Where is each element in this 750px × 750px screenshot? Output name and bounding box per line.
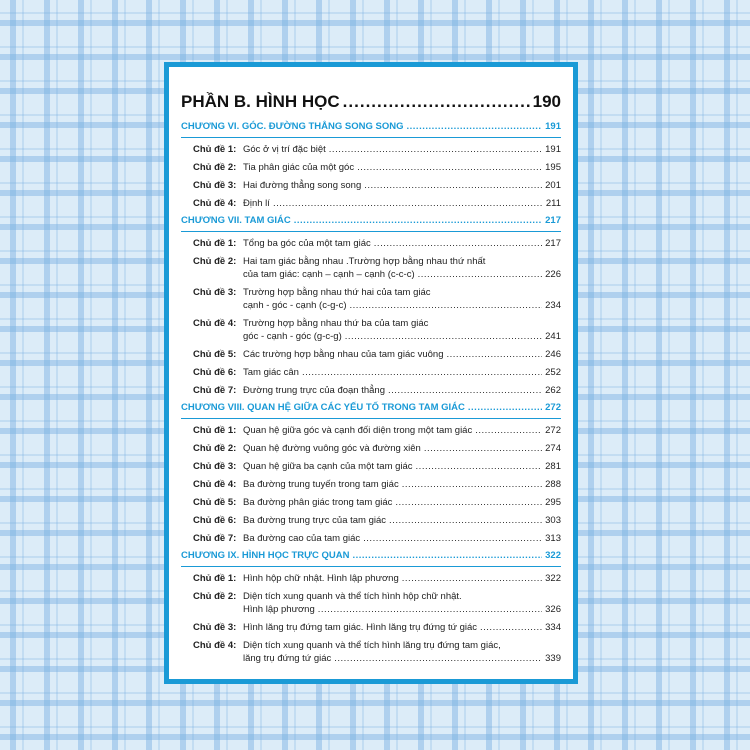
- part-page: 190: [532, 92, 561, 111]
- topic-line: [243, 460, 561, 473]
- topic-text: Quan hệ giữa ba cạnh của một tam giác: [243, 461, 413, 472]
- topic-entry: [193, 478, 561, 491]
- topic-body: [243, 366, 561, 379]
- topic-body: [243, 317, 561, 343]
- topic-text: lăng trụ đứng tứ giác: [243, 653, 332, 664]
- topic-line: [243, 590, 561, 603]
- topic-page: 262: [545, 385, 561, 396]
- topic-body: [243, 143, 561, 156]
- dot-leader: [294, 215, 542, 226]
- topic-text: Quan hệ đường vuông góc và đường xiên: [243, 443, 421, 454]
- dot-leader: [402, 478, 542, 491]
- topic-line: [243, 442, 561, 455]
- topic-page: 334: [545, 622, 561, 633]
- table-of-contents: [181, 92, 561, 670]
- dot-leader: [418, 268, 543, 281]
- dot-leader: [395, 496, 542, 509]
- dot-leader: [334, 652, 542, 665]
- topic-entry: [193, 621, 561, 634]
- topic-page: 241: [545, 331, 561, 342]
- topic-label: Chủ đề 3:: [193, 622, 237, 633]
- topic-text: Góc ở vị trí đặc biệt: [243, 144, 326, 155]
- topic-line: [243, 639, 561, 652]
- topic-line: [243, 366, 561, 379]
- topic-entry: [193, 197, 561, 210]
- topic-text: Định lí: [243, 198, 270, 209]
- topic-text: Hai tam giác bằng nhau .Trường hợp bằng nhau thứ nhất: [243, 256, 486, 267]
- topic-line: [243, 255, 561, 268]
- topic-label: Chủ đề 5:: [193, 349, 237, 360]
- dot-leader: [273, 197, 543, 210]
- chapter-heading: [181, 215, 561, 232]
- topic-line: [243, 161, 561, 174]
- chapter-title: CHƯƠNG VII. TAM GIÁC: [181, 215, 291, 226]
- topic-label: Chủ đề 2:: [193, 162, 237, 173]
- topic-entry: [193, 442, 561, 455]
- dot-leader: [416, 460, 543, 473]
- topic-page: 303: [545, 515, 561, 526]
- topic-text: góc - cạnh - góc (g-c-g): [243, 331, 342, 342]
- topic-text: Quan hệ giữa góc và cạnh đối diện trong một tam giác: [243, 425, 473, 436]
- topic-entry: [193, 424, 561, 437]
- chapter-page: 217: [545, 215, 561, 226]
- dot-leader: [374, 237, 542, 250]
- topic-text: Hình hộp chữ nhật. Hình lập phương: [243, 573, 399, 584]
- topic-text: Trường hợp bằng nhau thứ hai của tam giác: [243, 287, 431, 298]
- topic-text: cạnh - góc - cạnh (c-g-c): [243, 300, 347, 311]
- topic-page: 274: [545, 443, 561, 454]
- topic-entry: [193, 348, 561, 361]
- topic-entry: [193, 255, 561, 281]
- dot-leader: [345, 330, 542, 343]
- topic-line: [243, 179, 561, 192]
- topic-text: Diện tích xung quanh và thể tích hình hộp chữ nhật.: [243, 591, 462, 602]
- topic-label: Chủ đề 6:: [193, 515, 237, 526]
- chapter-heading: [181, 402, 561, 419]
- topic-line: [243, 652, 561, 665]
- topic-page: 272: [545, 425, 561, 436]
- topic-body: [243, 197, 561, 210]
- topic-text: Hình lăng trụ đứng tam giác. Hình lăng trụ đứng tứ giác: [243, 622, 478, 633]
- topic-page: 226: [545, 269, 561, 280]
- topic-text: Hình lập phương: [243, 604, 315, 615]
- dot-leader: [402, 572, 542, 585]
- topic-body: [243, 621, 561, 634]
- topic-page: 252: [545, 367, 561, 378]
- dot-leader: [363, 532, 542, 545]
- topic-entry: [193, 237, 561, 250]
- topic-label: Chủ đề 4:: [193, 318, 237, 329]
- topic-page: 281: [545, 461, 561, 472]
- topic-body: [243, 496, 561, 509]
- topic-body: [243, 179, 561, 192]
- dot-leader: [343, 92, 530, 112]
- topic-line: [243, 237, 561, 250]
- topic-label: Chủ đề 7:: [193, 533, 237, 544]
- topic-text: Ba đường phân giác trong tam giác: [243, 497, 393, 508]
- topic-label: Chủ đề 1:: [193, 238, 237, 249]
- topic-line: [243, 514, 561, 527]
- topic-entry: [193, 143, 561, 156]
- chapter-title: CHƯƠNG IX. HÌNH HỌC TRỰC QUAN: [181, 550, 350, 561]
- topic-line: [243, 286, 561, 299]
- topic-page: 195: [545, 162, 561, 173]
- dot-leader: [424, 442, 542, 455]
- topic-line: [243, 621, 561, 634]
- topic-entry: [193, 384, 561, 397]
- topic-body: [243, 460, 561, 473]
- topic-body: [243, 532, 561, 545]
- topic-line: [243, 317, 561, 330]
- topic-text: của tam giác: cạnh – cạnh – cạnh (c-c-c): [243, 269, 415, 280]
- topic-label: Chủ đề 1:: [193, 144, 237, 155]
- topic-page: 322: [545, 573, 561, 584]
- topic-label: Chủ đề 3:: [193, 461, 237, 472]
- topic-label: Chủ đề 5:: [193, 497, 237, 508]
- topic-body: [243, 442, 561, 455]
- topic-line: [243, 384, 561, 397]
- topic-entry: [193, 496, 561, 509]
- topic-body: [243, 478, 561, 491]
- topic-entry: [193, 514, 561, 527]
- topic-entry: [193, 286, 561, 312]
- dot-leader: [468, 402, 542, 413]
- topic-label: Chủ đề 2:: [193, 443, 237, 454]
- topic-text: Đường trung trực của đoạn thẳng: [243, 385, 386, 396]
- dot-leader: [329, 143, 542, 156]
- topic-line: [243, 496, 561, 509]
- topic-body: [243, 424, 561, 437]
- topic-text: Tổng ba góc của một tam giác: [243, 238, 371, 249]
- topic-entry: [193, 460, 561, 473]
- topic-label: Chủ đề 6:: [193, 367, 237, 378]
- topic-text: Ba đường cao của tam giác: [243, 533, 361, 544]
- topic-body: [243, 572, 561, 585]
- topic-line: [243, 603, 561, 616]
- topic-body: [243, 348, 561, 361]
- topic-page: 326: [545, 604, 561, 615]
- topic-entry: [193, 161, 561, 174]
- topic-label: Chủ đề 4:: [193, 640, 237, 651]
- toc-page: [164, 62, 578, 684]
- topic-text: Ba đường trung trực của tam giác: [243, 515, 387, 526]
- topic-entry: [193, 532, 561, 545]
- topic-label: Chủ đề 2:: [193, 591, 237, 602]
- topic-page: 288: [545, 479, 561, 490]
- chapter-heading: [181, 550, 561, 567]
- topic-text: Trường hợp bằng nhau thứ ba của tam giác: [243, 318, 429, 329]
- topic-text: Các trường hợp bằng nhau của tam giác vuông: [243, 349, 444, 360]
- topic-body: [243, 639, 561, 665]
- topic-body: [243, 590, 561, 616]
- topic-text: Diện tích xung quanh và thể tích hình lăng trụ đứng tam giác,: [243, 640, 501, 651]
- chapter-title: CHƯƠNG VI. GÓC. ĐƯỜNG THẲNG SONG SONG: [181, 121, 404, 132]
- topic-label: Chủ đề 1:: [193, 425, 237, 436]
- topic-body: [243, 514, 561, 527]
- dot-leader: [349, 299, 542, 312]
- part-title: PHẦN B. HÌNH HỌC: [181, 92, 340, 111]
- topic-body: [243, 384, 561, 397]
- part-heading: [181, 92, 561, 116]
- dot-leader: [388, 384, 542, 397]
- dot-leader: [407, 121, 543, 132]
- topic-line: [243, 532, 561, 545]
- topic-page: 339: [545, 653, 561, 664]
- topic-page: 246: [545, 349, 561, 360]
- topic-page: 313: [545, 533, 561, 544]
- topic-text: Tam giác cân: [243, 367, 299, 378]
- topic-line: [243, 478, 561, 491]
- topic-page: 201: [545, 180, 561, 191]
- topic-page: 191: [545, 144, 561, 155]
- topic-entry: [193, 590, 561, 616]
- dot-leader: [364, 179, 542, 192]
- topic-body: [243, 237, 561, 250]
- topic-page: 295: [545, 497, 561, 508]
- topic-line: [243, 348, 561, 361]
- topic-line: [243, 143, 561, 156]
- dot-leader: [389, 514, 542, 527]
- topic-page: 211: [545, 198, 561, 209]
- topic-body: [243, 286, 561, 312]
- topic-line: [243, 197, 561, 210]
- dot-leader: [475, 424, 542, 437]
- dot-leader: [352, 550, 542, 561]
- topic-label: Chủ đề 4:: [193, 479, 237, 490]
- chapter-title: CHƯƠNG VIII. QUAN HỆ GIỮA CÁC YẾU TỐ TRONG TAM GIÁC: [181, 402, 465, 413]
- topic-line: [243, 268, 561, 281]
- topic-entry: [193, 317, 561, 343]
- topic-line: [243, 424, 561, 437]
- topic-entry: [193, 572, 561, 585]
- topic-page: 234: [545, 300, 561, 311]
- dot-leader: [447, 348, 543, 361]
- topic-entry: [193, 639, 561, 665]
- topic-label: Chủ đề 1:: [193, 573, 237, 584]
- topic-body: [243, 161, 561, 174]
- topic-text: Tia phân giác của một góc: [243, 162, 355, 173]
- topic-label: Chủ đề 2:: [193, 256, 237, 267]
- topic-page: 217: [545, 238, 561, 249]
- chapter-page: 272: [545, 402, 561, 413]
- topic-line: [243, 330, 561, 343]
- topic-text: Ba đường trung tuyến trong tam giác: [243, 479, 399, 490]
- topic-line: [243, 299, 561, 312]
- topic-body: [243, 255, 561, 281]
- topic-label: Chủ đề 3:: [193, 287, 237, 298]
- topic-label: Chủ đề 3:: [193, 180, 237, 191]
- chapter-page: 322: [545, 550, 561, 561]
- dot-leader: [480, 621, 542, 634]
- chapter-page: 191: [545, 121, 561, 132]
- dot-leader: [318, 603, 542, 616]
- dot-leader: [302, 366, 542, 379]
- topic-label: Chủ đề 7:: [193, 385, 237, 396]
- chapter-heading: [181, 121, 561, 138]
- dot-leader: [357, 161, 542, 174]
- topic-entry: [193, 179, 561, 192]
- topic-entry: [193, 366, 561, 379]
- topic-label: Chủ đề 4:: [193, 198, 237, 209]
- topic-text: Hai đường thẳng song song: [243, 180, 362, 191]
- topic-line: [243, 572, 561, 585]
